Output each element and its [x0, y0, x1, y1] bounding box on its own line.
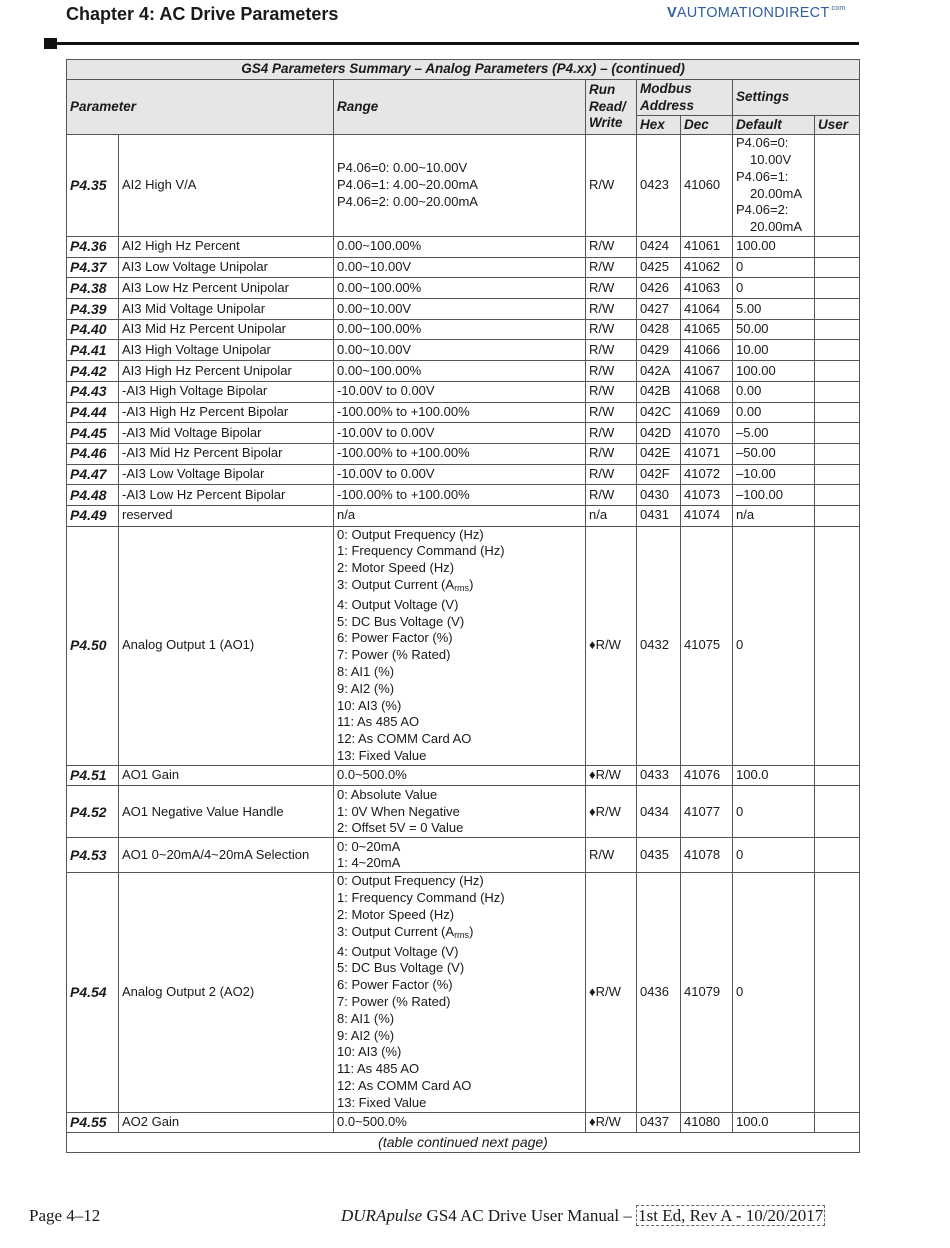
param-default: 100.0: [733, 1112, 815, 1133]
param-number: P4.50: [67, 526, 119, 765]
col-user: User: [815, 116, 860, 135]
table-row: [67, 361, 860, 382]
param-user: [815, 135, 860, 237]
param-dec: 41064: [681, 299, 733, 320]
col-range: Range: [334, 80, 586, 135]
param-name: AI2 High Hz Percent: [119, 237, 334, 258]
param-range: 0.00~10.00V: [334, 340, 586, 361]
param-range: 0.0~500.0%: [334, 1112, 586, 1133]
param-name: -AI3 High Voltage Bipolar: [119, 381, 334, 402]
col-settings: Settings: [733, 80, 860, 116]
param-dec: 41070: [681, 423, 733, 444]
param-name: reserved: [119, 505, 334, 526]
table-row: [67, 464, 860, 485]
edition-box: 1st Ed, Rev A - 10/20/2017: [638, 1206, 824, 1225]
table-continued-note: (table continued next page): [67, 1133, 860, 1153]
param-dec: 41075: [681, 526, 733, 765]
param-dec: 41061: [681, 237, 733, 258]
param-default: 0: [733, 873, 815, 1112]
param-rw: R/W: [586, 423, 637, 444]
param-rw: ♦R/W: [586, 526, 637, 765]
param-number: P4.53: [67, 838, 119, 873]
param-hex: 0432: [637, 526, 681, 765]
param-user: [815, 443, 860, 464]
param-default: –100.00: [733, 485, 815, 506]
table-row: [67, 278, 860, 299]
param-range: -10.00V to 0.00V: [334, 381, 586, 402]
param-rw: ♦R/W: [586, 765, 637, 786]
table-row: [67, 319, 860, 340]
param-name: -AI3 Low Voltage Bipolar: [119, 464, 334, 485]
param-hex: 042D: [637, 423, 681, 444]
param-name: AO1 Gain: [119, 765, 334, 786]
param-number: P4.46: [67, 443, 119, 464]
table-row: [67, 423, 860, 444]
param-rw: R/W: [586, 257, 637, 278]
param-user: [815, 340, 860, 361]
param-default: 5.00: [733, 299, 815, 320]
param-range: n/a: [334, 505, 586, 526]
param-number: P4.44: [67, 402, 119, 423]
param-hex: 0429: [637, 340, 681, 361]
param-hex: 0428: [637, 319, 681, 340]
table-row: [67, 402, 860, 423]
param-rw: R/W: [586, 361, 637, 382]
param-dec: 41080: [681, 1112, 733, 1133]
param-user: [815, 464, 860, 485]
param-range: 0.00~10.00V: [334, 257, 586, 278]
col-dec: Dec: [681, 116, 733, 135]
param-rw: R/W: [586, 381, 637, 402]
param-name: AO1 0~20mA/4~20mA Selection: [119, 838, 334, 873]
param-number: P4.42: [67, 361, 119, 382]
param-name: -AI3 Low Hz Percent Bipolar: [119, 485, 334, 506]
param-hex: 0423: [637, 135, 681, 237]
param-range: P4.06=0: 0.00~10.00V P4.06=1: 4.00~20.00mA P4.06=2: 0.00~20.00mA: [334, 135, 586, 237]
param-dec: 41072: [681, 464, 733, 485]
param-user: [815, 838, 860, 873]
table-row: [67, 1112, 860, 1133]
param-name: AI3 Low Hz Percent Unipolar: [119, 278, 334, 299]
param-number: P4.49: [67, 505, 119, 526]
param-dec: 41073: [681, 485, 733, 506]
param-user: [815, 278, 860, 299]
table-row: [67, 505, 860, 526]
param-range: -100.00% to +100.00%: [334, 485, 586, 506]
param-number: P4.55: [67, 1112, 119, 1133]
col-parameter: Parameter: [67, 80, 334, 135]
param-name: -AI3 High Hz Percent Bipolar: [119, 402, 334, 423]
table-row: [67, 765, 860, 786]
table-row: [67, 873, 860, 1112]
param-default: 0: [733, 786, 815, 838]
param-dec: 41068: [681, 381, 733, 402]
param-dec: 41060: [681, 135, 733, 237]
param-user: [815, 505, 860, 526]
table-row: [67, 786, 860, 838]
param-range: 0.0~500.0%: [334, 765, 586, 786]
param-rw: ♦R/W: [586, 1112, 637, 1133]
param-user: [815, 361, 860, 382]
table-row: [67, 485, 860, 506]
param-range: 0: Absolute Value 1: 0V When Negative 2: Offset 5V = 0 Value: [334, 786, 586, 838]
param-hex: 0433: [637, 765, 681, 786]
param-number: P4.43: [67, 381, 119, 402]
param-number: P4.41: [67, 340, 119, 361]
chapter-title: Chapter 4: AC Drive Parameters: [66, 4, 339, 24]
table-row: [67, 443, 860, 464]
param-user: [815, 786, 860, 838]
param-dec: 41071: [681, 443, 733, 464]
param-number: P4.52: [67, 786, 119, 838]
param-range: 0.00~10.00V: [334, 299, 586, 320]
param-rw: R/W: [586, 464, 637, 485]
param-default: –10.00: [733, 464, 815, 485]
table-row: [67, 340, 860, 361]
param-default: 50.00: [733, 319, 815, 340]
param-range: -10.00V to 0.00V: [334, 423, 586, 444]
param-name: Analog Output 1 (AO1): [119, 526, 334, 765]
param-name: AO1 Negative Value Handle: [119, 786, 334, 838]
param-hex: 042A: [637, 361, 681, 382]
param-default: n/a: [733, 505, 815, 526]
table-row: [67, 257, 860, 278]
param-range: -100.00% to +100.00%: [334, 443, 586, 464]
param-rw: R/W: [586, 237, 637, 258]
table-row: [67, 526, 860, 765]
param-rw: ♦R/W: [586, 786, 637, 838]
param-dec: 41069: [681, 402, 733, 423]
col-default: Default: [733, 116, 815, 135]
param-range: 0.00~100.00%: [334, 278, 586, 299]
param-rw: R/W: [586, 319, 637, 340]
param-default: 0: [733, 278, 815, 299]
param-range: 0.00~100.00%: [334, 361, 586, 382]
param-rw: R/W: [586, 485, 637, 506]
param-user: [815, 381, 860, 402]
param-number: P4.47: [67, 464, 119, 485]
param-name: AO2 Gain: [119, 1112, 334, 1133]
param-name: -AI3 Mid Voltage Bipolar: [119, 423, 334, 444]
table-row: [67, 838, 860, 873]
param-hex: 0430: [637, 485, 681, 506]
param-name: AI3 Mid Voltage Unipolar: [119, 299, 334, 320]
param-dec: 41063: [681, 278, 733, 299]
param-rw: R/W: [586, 838, 637, 873]
param-rw: R/W: [586, 402, 637, 423]
param-user: [815, 237, 860, 258]
table-row: [67, 381, 860, 402]
header-rule: [50, 42, 859, 45]
param-default: 0: [733, 526, 815, 765]
param-name: AI3 High Voltage Unipolar: [119, 340, 334, 361]
param-default: –5.00: [733, 423, 815, 444]
param-rw: R/W: [586, 135, 637, 237]
param-number: P4.35: [67, 135, 119, 237]
param-hex: 0426: [637, 278, 681, 299]
param-number: P4.48: [67, 485, 119, 506]
param-rw: R/W: [586, 278, 637, 299]
param-user: [815, 526, 860, 765]
param-hex: 0427: [637, 299, 681, 320]
param-default: 0.00: [733, 381, 815, 402]
param-name: AI3 Mid Hz Percent Unipolar: [119, 319, 334, 340]
param-hex: 0425: [637, 257, 681, 278]
col-run-rw: Run Read/ Write: [586, 80, 637, 135]
param-dec: 41079: [681, 873, 733, 1112]
parameters-table: [66, 59, 860, 1153]
param-rw: R/W: [586, 340, 637, 361]
param-user: [815, 765, 860, 786]
param-default: 0.00: [733, 402, 815, 423]
param-name: AI3 High Hz Percent Unipolar: [119, 361, 334, 382]
table-row: [67, 299, 860, 320]
param-hex: 0436: [637, 873, 681, 1112]
manual-title: DURApulse GS4 AC Drive User Manual – 1st Ed, Rev A - 10/20/2017: [341, 1206, 824, 1225]
param-default: P4.06=0: 10.00V P4.06=1: 20.00mA P4.06=2: 20.00mA: [733, 135, 815, 237]
param-number: P4.37: [67, 257, 119, 278]
param-dec: 41067: [681, 361, 733, 382]
param-dec: 41078: [681, 838, 733, 873]
param-default: 100.00: [733, 237, 815, 258]
param-dec: 41066: [681, 340, 733, 361]
param-hex: 042B: [637, 381, 681, 402]
param-number: P4.51: [67, 765, 119, 786]
param-name: AI2 High V/A: [119, 135, 334, 237]
param-range: 0: Output Frequency (Hz) 1: Frequency Command (Hz) 2: Motor Speed (Hz) 3: Output Current $(A_{rms})$ 4: Output Voltage (V) 5: DC Bus Voltage (V) 6: Power Factor (%) 7: Power (% Rated) 8: AI1 (%) 9: AI2 (%) 10: AI3 (%) 11: As 485 AO 12: As COMM Card AO 13: Fixed Value: [334, 526, 586, 765]
param-hex: 042F: [637, 464, 681, 485]
param-hex: 0437: [637, 1112, 681, 1133]
param-rw: R/W: [586, 443, 637, 464]
col-hex: Hex: [637, 116, 681, 135]
param-user: [815, 402, 860, 423]
param-name: -AI3 Mid Hz Percent Bipolar: [119, 443, 334, 464]
param-number: P4.40: [67, 319, 119, 340]
param-range: -10.00V to 0.00V: [334, 464, 586, 485]
param-user: [815, 1112, 860, 1133]
param-hex: 042E: [637, 443, 681, 464]
param-hex: 0424: [637, 237, 681, 258]
param-rw: ♦R/W: [586, 873, 637, 1112]
table-row: [67, 135, 860, 237]
automationdirect-logo: $VAUTOMATIONDIRECT^{.com}$: [667, 5, 846, 21]
param-default: –50.00: [733, 443, 815, 464]
param-range: 0: Output Frequency (Hz) 1: Frequency Command (Hz) 2: Motor Speed (Hz) 3: Output Current $(A_{rms})$ 4: Output Voltage (V) 5: DC Bus Voltage (V) 6: Power Factor (%) 7: Power (% Rated) 8: AI1 (%) 9: AI2 (%) 10: AI3 (%) 11: As 485 AO 12: As COMM Card AO 13: Fixed Value: [334, 873, 586, 1112]
param-number: P4.54: [67, 873, 119, 1112]
param-dec: 41065: [681, 319, 733, 340]
param-hex: 042C: [637, 402, 681, 423]
param-hex: 0435: [637, 838, 681, 873]
param-range: 0: 0~20mA 1: 4~20mA: [334, 838, 586, 873]
param-name: AI3 Low Voltage Unipolar: [119, 257, 334, 278]
param-user: [815, 485, 860, 506]
param-user: [815, 423, 860, 444]
param-rw: R/W: [586, 299, 637, 320]
param-number: P4.39: [67, 299, 119, 320]
param-user: [815, 319, 860, 340]
param-default: 0: [733, 838, 815, 873]
param-number: P4.45: [67, 423, 119, 444]
table-row: [67, 237, 860, 258]
param-hex: 0431: [637, 505, 681, 526]
param-user: [815, 257, 860, 278]
param-dec: 41077: [681, 786, 733, 838]
param-name: Analog Output 2 (AO2): [119, 873, 334, 1112]
param-range: 0.00~100.00%: [334, 237, 586, 258]
param-default: 100.0: [733, 765, 815, 786]
param-dec: 41062: [681, 257, 733, 278]
page-number: Page 4–12: [29, 1206, 101, 1225]
param-number: P4.38: [67, 278, 119, 299]
param-default: 0: [733, 257, 815, 278]
param-number: P4.36: [67, 237, 119, 258]
param-range: 0.00~100.00%: [334, 319, 586, 340]
param-default: 100.00: [733, 361, 815, 382]
param-rw: n/a: [586, 505, 637, 526]
param-hex: 0434: [637, 786, 681, 838]
param-user: [815, 873, 860, 1112]
param-range: -100.00% to +100.00%: [334, 402, 586, 423]
table-caption: GS4 Parameters Summary – Analog Parameters (P4.xx) – (continued): [67, 60, 860, 80]
param-user: [815, 299, 860, 320]
param-dec: 41076: [681, 765, 733, 786]
param-default: 10.00: [733, 340, 815, 361]
col-modbus: Modbus Address: [637, 80, 733, 116]
param-dec: 41074: [681, 505, 733, 526]
